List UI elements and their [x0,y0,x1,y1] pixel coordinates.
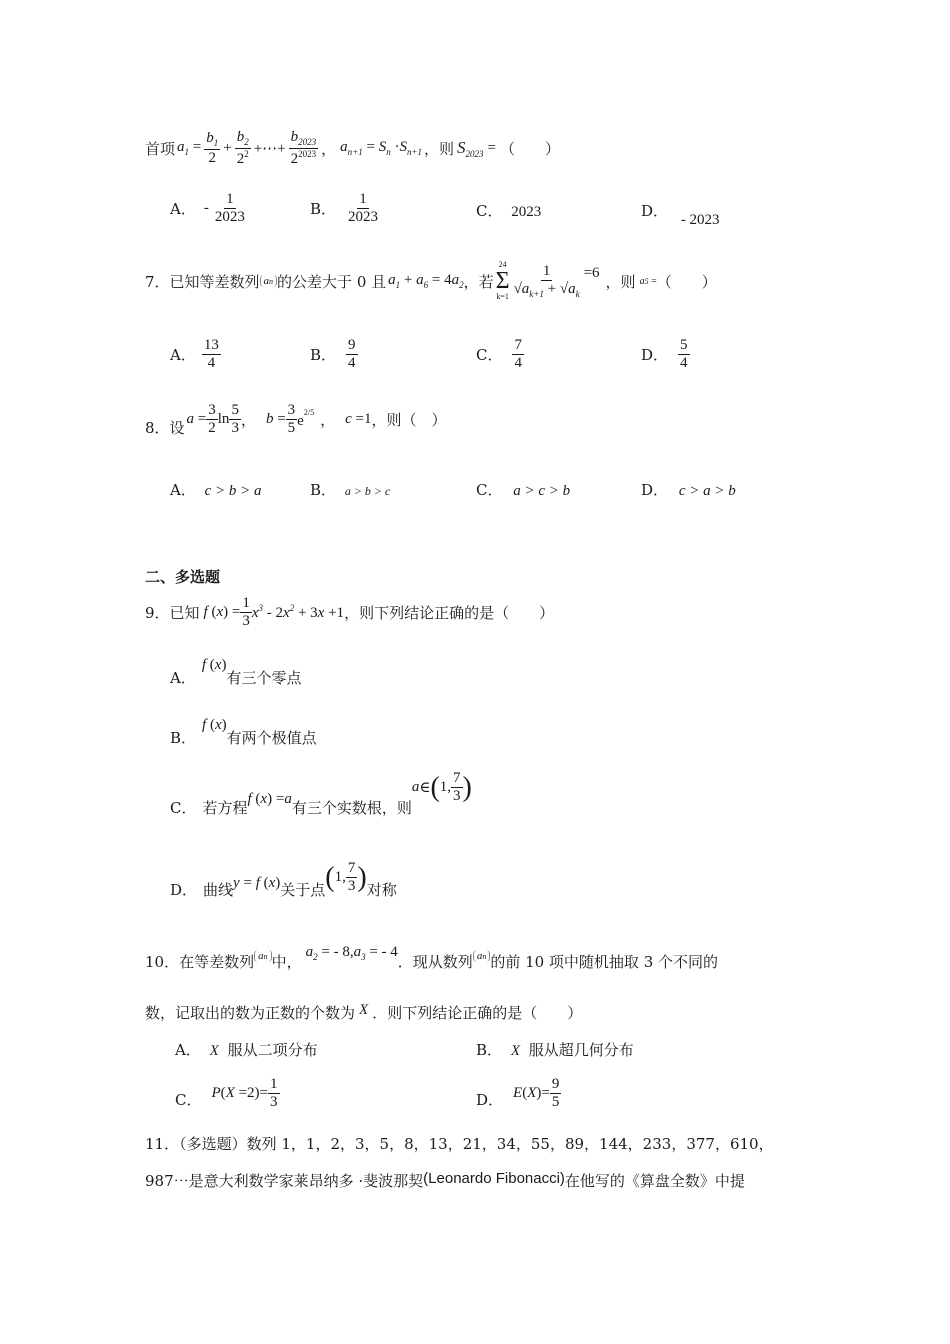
q10-option-a-label: A． [175,1041,201,1059]
q6-option-a[interactable]: A． - $\frac{1}{2023}$ [170,190,245,225]
q10-stem-b: 中， [271,953,302,971]
section-heading-multi-choice: 二、多选题 [145,568,221,586]
q10-seq-an-2: an [473,950,491,962]
q11-line-2 [145,1166,745,1190]
q10-option-c-expr: P(X =2)= [211,1084,268,1101]
q9-option-c[interactable] [170,768,472,818]
q6-frac-b1: $\frac{b_1}{2}$ [206,129,219,166]
q8-frac-3-2: $\frac{3}{2}$ [208,401,216,436]
q9-stem-b: ，则下列结论正确的是（ ） [344,603,555,622]
q10-given: $a_2$ = - $8,a_3$ = - 4 [305,944,398,962]
q8-option-c[interactable] [476,479,570,500]
q6-option-a-label: A． [170,199,196,218]
q9-option-a-text: 有三个零点 [226,669,302,687]
q11-stem-c: 在他写的《算盘全数》中提 [564,1172,745,1190]
q7-condition: $a_1 + a_6 = 4a_2$ [388,272,464,290]
q7-option-d[interactable] [641,334,690,374]
q9-option-d[interactable] [170,850,397,900]
q8-option-b-label: B． [310,481,337,499]
q8-option-c-label: C． [476,481,503,499]
q8-option-a[interactable] [170,479,262,500]
q9-option-a-label: A． [170,669,196,687]
q7-option-a-label: A． [170,345,196,364]
q9-option-d-point: ( 1, $\frac{7}{3}$ ) [325,860,367,894]
q10-stem-f: ．则下列结论正确的是（ ） [372,1004,583,1022]
q10-option-d-label: D． [476,1090,504,1109]
q9-option-c-pre: 若方程 [202,799,248,817]
q6-tail: ，则 [424,139,455,158]
q8-option-d-expr: c > a > b [678,483,736,499]
q7-paren: （ ） [656,272,717,291]
q10-option-d-frac: $\frac{9}{5}$ [551,1075,560,1110]
q9-option-c-equation: f (x) =a [247,791,292,807]
q10-stem-d: 的前 10 项中随机抽取 3 个不同的 [490,953,719,971]
q7-stem [145,246,717,316]
q7-option-d-label: D． [641,345,669,364]
q7-stem-b: 的公差大于 0 且 [277,272,387,291]
q7-stem-a: 7．已知等差数列 [145,272,260,291]
q9-option-b[interactable] [170,708,317,748]
q10-stem-c: ．现从数列 [397,953,473,971]
q8-option-a-expr: c > b > a [204,483,262,499]
q6-stem: 首项 $a_1$ = $\frac{b_1}{2}$ + $\frac{b_2}{2^2}$ +⋯+ $\frac{b_{2023}}{2^{2023}}$ ， $a_{n+1} = S_n \cdot S_{n+1}$ ，则 $S_{2023}$ = （ ） [145,128,561,167]
q7-sum: 24 Σ k=1 [495,260,510,301]
q9-option-c-mid: 有三个实数根，则 [291,799,412,817]
q6-frac-b2: $\frac{b_2}{2^2}$ [236,128,249,167]
q6-option-c-label: C． [476,202,503,220]
q9-polynomial: $x^3 - 2x^2 + 3x +1$ [251,602,345,621]
q7-stem-d: ，则 [605,272,636,291]
q6-frac-b2023: $\frac{b_{2023}}{2^{2023}}$ [290,128,317,167]
q9-option-d-post: 对称 [366,881,397,899]
q9-option-d-pre: 曲线 [203,881,234,899]
q7-stem-c: ，若 [463,272,494,291]
q6-option-a-frac: $\frac{1}{2023}$ [214,190,245,225]
q9-option-a-fx: f (x) [201,657,227,673]
q6-option-b[interactable] [310,188,380,228]
q7-option-b[interactable] [310,334,358,374]
q9-option-b-label: B． [170,729,197,747]
q8-def-a: a = [186,410,207,427]
q10-option-c-label: C． [175,1090,202,1109]
q8-frac-5-3: $\frac{5}{3}$ [231,401,239,436]
q10-option-b[interactable] [476,1039,634,1060]
q6-option-b-frac: $\frac{1}{2023}$ [348,190,379,225]
q9-stem-a: 9．已知 [145,603,200,622]
q8-option-a-label: A． [170,481,196,499]
q9-frac-1-3: $\frac{1}{3}$ [242,594,250,629]
q10-option-d-expr: E(X)= [513,1084,550,1101]
q7-option-c-label: C． [476,345,503,364]
q6-s2023: $S_{2023}$ [457,137,484,159]
q10-option-c[interactable] [175,1070,280,1116]
q9-function: f (x) = [203,603,241,620]
q8-e-power: $e^{2/5}$ [297,408,315,429]
q10-line-2 [145,1002,582,1023]
q9-option-d-mid: 关于点 [280,881,326,899]
q10-option-a-var: X [209,1043,219,1059]
q6-option-b-label: B． [310,199,337,218]
q10-stem-a: 10．在等差数列 [145,953,255,971]
q11-name-latin: (Leonardo Fibonacci) [423,1170,565,1187]
q8-stem [145,396,447,442]
q7-a5: a5 = [639,275,657,287]
q9-option-b-text: 有两个极值点 [226,729,317,747]
q7-option-b-label: B． [310,345,337,364]
q6-eq: = [487,139,496,156]
q10-option-a[interactable] [175,1039,318,1060]
q9-option-d-label: D． [170,881,198,899]
q10-line-1 [145,936,718,972]
q10-option-c-frac: $\frac{1}{3}$ [270,1075,278,1110]
q6-formula-a1: $a_1$ = [177,139,202,157]
q6-option-d[interactable] [641,200,720,228]
q10-stem-e: 数，记取出的数为正数的个数为 [145,1004,356,1022]
q7-option-a[interactable] [170,334,221,374]
q8-option-c-expr: a > c > b [513,483,571,499]
q8-stem-end: ，则（ ） [371,410,447,429]
q6-option-c[interactable] [476,200,541,221]
q6-option-d-label: D． [641,202,669,220]
q8-stem-a: 8．设 [145,418,185,437]
q11-stem-a: 987⋯是意大利数学家莱昂纳多 ·斐波那契 [145,1172,424,1190]
q10-option-b-text: 服从超几何分布 [528,1041,634,1059]
q8-option-d[interactable] [641,479,736,500]
q7-option-a-frac: $\frac{13}{4}$ [203,336,219,371]
q8-frac-3-5: $\frac{3}{5}$ [287,401,296,436]
q10-option-b-label: B． [476,1041,503,1059]
q7-option-b-frac: $\frac{9}{4}$ [348,336,356,371]
q8-def-c: c =1 [345,410,372,427]
q7-sum-eq: =6 [583,264,600,281]
q10-option-b-var: X [510,1043,520,1059]
q8-sep-1: ， [240,410,256,429]
q8-option-b-expr: a > b > c [344,484,391,498]
q8-option-b[interactable] [310,479,390,500]
q7-option-d-frac: $\frac{5}{4}$ [680,336,688,371]
q10-seq-an: an [254,950,272,962]
q9-option-d-curve: y = f (x) [233,875,281,891]
q6-option-d-value: - 2023 [680,212,720,228]
q8-option-d-label: D． [641,481,669,499]
q8-def-b: b = [265,410,286,427]
q6-lead: 首项 [145,139,176,158]
q7-sum-frac: $\frac{1}{√a_{k+1} + √a_k}$ [513,262,580,299]
q10-option-d[interactable] [476,1070,561,1116]
q7-option-c-frac: $\frac{7}{4}$ [514,336,522,371]
q8-sep-2: ， [320,410,336,429]
q9-option-b-fx: f (x) [202,717,227,733]
q10-var-x: X [359,1002,369,1018]
q7-option-c[interactable] [476,334,524,374]
q6-comma: ， [321,139,337,158]
q6-formula-recursion: $a_{n+1} = S_n \cdot S_{n+1}$ [340,139,423,157]
q10-option-a-text: 服从二项分布 [227,1041,318,1059]
q11-line-1: 11．（多选题）数列 1，1，2，3，5，8，13，21，34，55，89，144，233，377，610， [145,1135,774,1153]
q9-stem [145,590,554,634]
q9-option-c-label: C． [170,799,197,817]
q7-seq-an: an [260,275,278,287]
q9-option-a[interactable] [170,648,301,688]
q8-ln: ln [217,410,230,427]
q9-option-c-interval: a ∈ ( 1, $\frac{7}{3}$ ) [411,770,472,804]
q6-option-c-value: 2023 [511,204,542,220]
q6-paren: （ ） [500,139,561,158]
